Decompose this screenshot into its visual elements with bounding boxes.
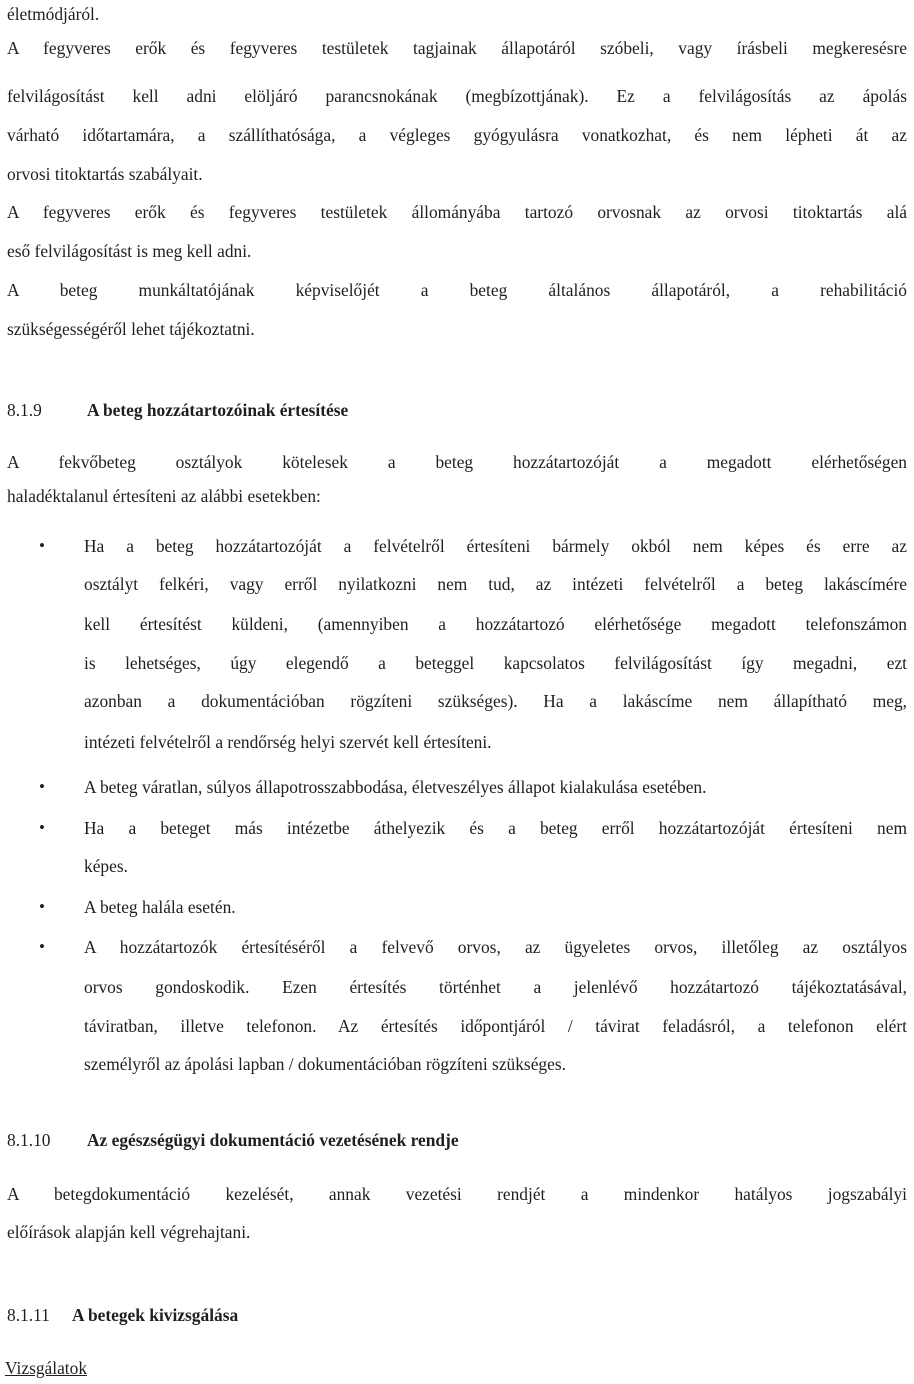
bullet-marker: • <box>39 818 45 837</box>
paragraph-line: A beteg munkáltatójának képviselőjét a beteg általános állapotáról, a rehabilitáció <box>7 280 907 300</box>
section-number: 8.1.10 <box>7 1130 51 1150</box>
list-item-line: Ha a beteg hozzátartozóját a felvételről értesíteni bármely okból nem képes és erre az <box>84 536 907 556</box>
section-title: A beteg hozzátartozóinak értesítése <box>87 400 349 420</box>
sub-heading-vizsgalatok: Vizsgálatok <box>5 1358 88 1378</box>
paragraph-line: felvilágosítást kell adni elöljáró parancsnokának (megbízottjának). Ez a felvilágosítás az ápolás <box>7 86 907 106</box>
paragraph-line: A fekvőbeteg osztályok kötelesek a beteg hozzátartozóját a megadott elérhetőségen <box>7 452 907 472</box>
section-title: A betegek kivizsgálása <box>72 1305 239 1325</box>
bullet-marker: • <box>39 897 45 916</box>
list-item-line: kell értesítést küldeni, (amennyiben a hozzátartozó elérhetősége megadott telefonszámon <box>84 614 907 634</box>
bullet-marker: • <box>39 536 45 555</box>
list-item-line: személyről az ápolási lapban / dokumentációban rögzíteni szükséges. <box>84 1054 566 1074</box>
list-item-line: A beteg váratlan, súlyos állapotrosszabbodása, életveszélyes állapot kialakulása esetében. <box>84 777 707 797</box>
list-item-line: orvos gondoskodik. Ezen értesítés történhet a jelenlévő hozzátartozó tájékoztatásával, <box>84 977 907 997</box>
paragraph-line: várható időtartamára, a szállíthatósága, a végleges gyógyulásra vonatkozhat, és nem lépheti át az <box>7 125 907 145</box>
paragraph-line: orvosi titoktartás szabályait. <box>7 164 203 184</box>
list-item-line: A beteg halála esetén. <box>84 897 236 917</box>
list-item-line: osztályt felkéri, vagy erről nyilatkozni nem tud, az intézeti felvételről a beteg lakáscímére <box>84 574 907 594</box>
list-item-line: is lehetséges, úgy elegendő a beteggel kapcsolatos felvilágosítást így megadni, ezt <box>84 653 907 673</box>
paragraph-line: A betegdokumentáció kezelését, annak vezetési rendjét a mindenkor hatályos jogszabályi <box>7 1184 907 1204</box>
bullet-marker: • <box>39 937 45 956</box>
bullet-marker: • <box>39 777 45 796</box>
list-item-line: Ha a beteget más intézetbe áthelyezik és a beteg erről hozzátartozóját értesíteni nem <box>84 818 907 838</box>
paragraph-line: szükségességéről lehet tájékoztatni. <box>7 319 255 339</box>
list-item-line: táviratban, illetve telefonon. Az értesítés időpontjáról / távirat feladásról, a telefonon elért <box>84 1016 907 1036</box>
section-number: 8.1.9 <box>7 400 42 420</box>
paragraph-line: eső felvilágosítást is meg kell adni. <box>7 241 252 261</box>
paragraph-line: előírások alapján kell végrehajtani. <box>7 1222 251 1242</box>
list-item-line: képes. <box>84 856 128 876</box>
section-title: Az egészségügyi dokumentáció vezetésének rendje <box>87 1130 459 1150</box>
list-item-line: intézeti felvételről a rendőrség helyi szervét kell értesíteni. <box>84 732 492 752</box>
paragraph-line: haladéktalanul értesíteni az alábbi esetekben: <box>7 486 321 506</box>
section-number: 8.1.11 <box>7 1305 50 1325</box>
paragraph-line: A fegyveres erők és fegyveres testületek tagjainak állapotáról szóbeli, vagy írásbeli megkeresésre <box>7 38 907 58</box>
list-item-line: A hozzátartozók értesítéséről a felvevő orvos, az ügyeletes orvos, illetőleg az osztályos <box>84 937 907 957</box>
top-fragment: életmódjáról. <box>7 4 100 24</box>
paragraph-line: A fegyveres erők és fegyveres testületek állományába tartozó orvosnak az orvosi titoktartás alá <box>7 202 907 222</box>
list-item-line: azonban a dokumentációban rögzíteni szükséges). Ha a lakáscíme nem állapítható meg, <box>84 691 907 711</box>
